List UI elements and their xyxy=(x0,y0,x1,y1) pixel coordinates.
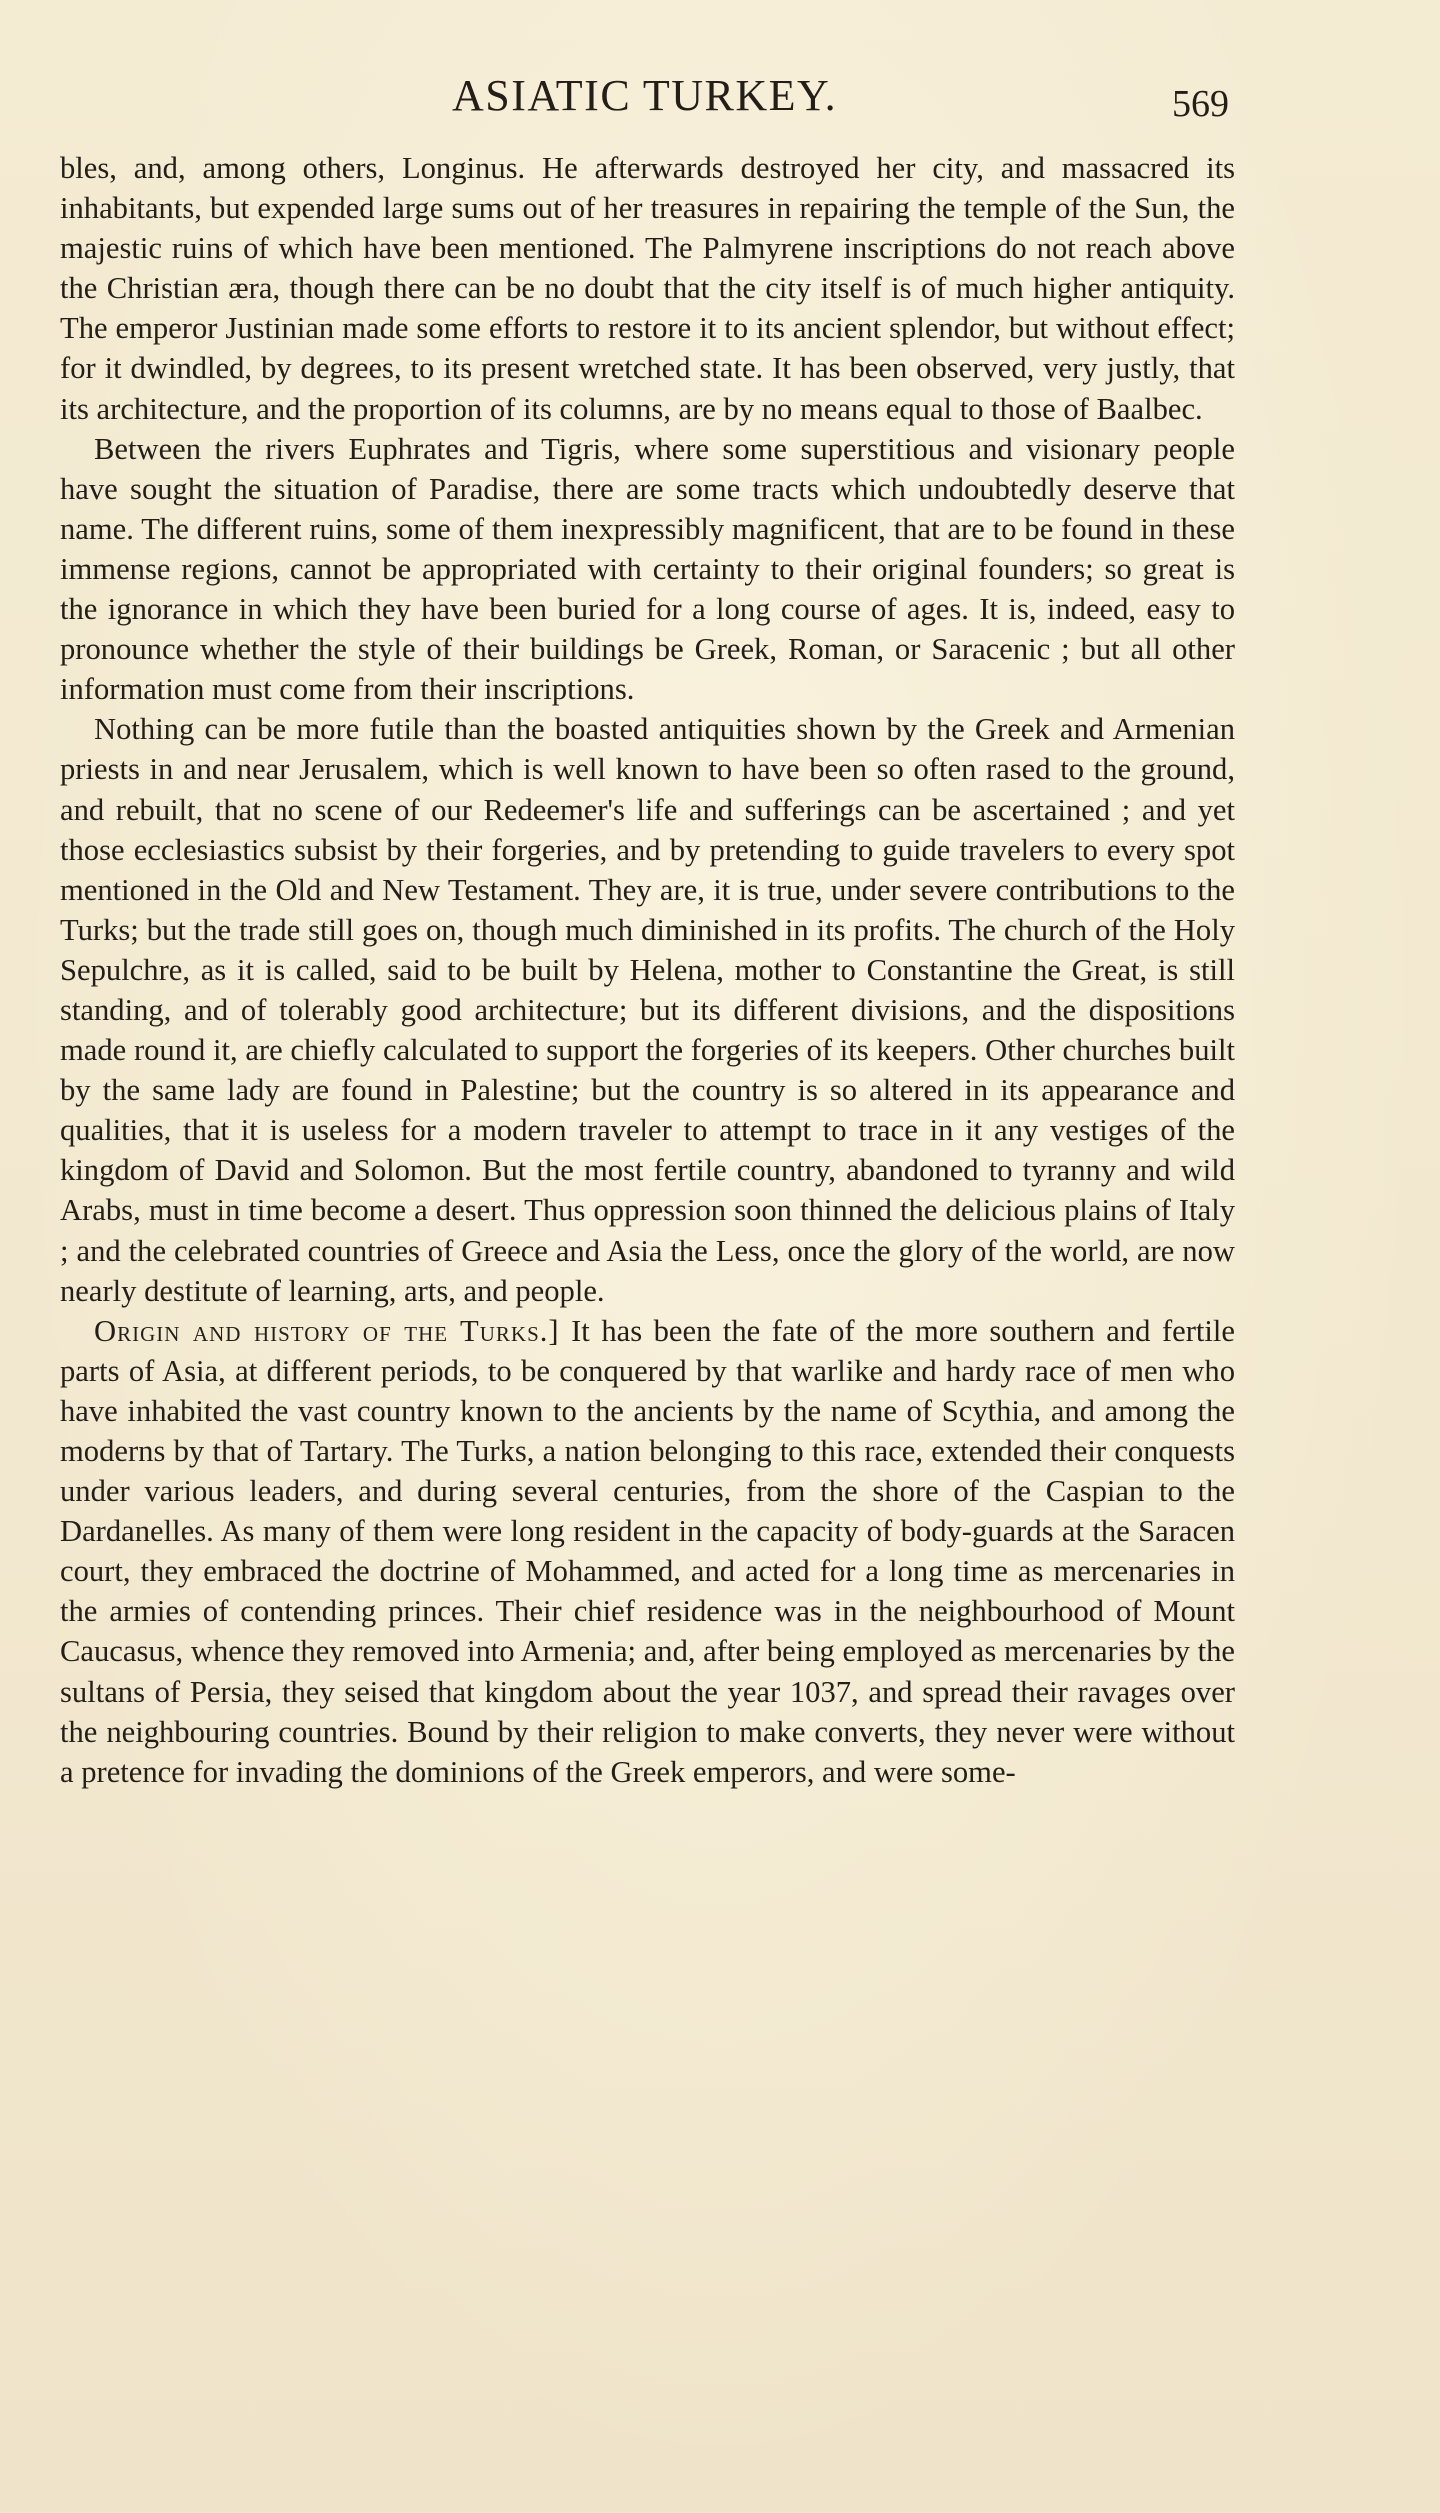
paragraph-text: Nothing can be more futile than the boasted antiquities shown by the Greek and Armenian priests in and near Jerusalem, which is well known to have been so often rased to the ground, and rebuilt, that no scene of our Redeemer's life and sufferings can be ascertained ; and yet those ecclesiastics subsist by their forgeries, and by pretending to guide travelers to every spot mentioned in the Old and New Testament. They are, it is true, under severe contributions to the Turks; but the trade still goes on, though much diminished in its profits. The church of the Holy Sepulchre, as it is called, said to be built by Helena, mother to Constantine the Great, is still standing, and of tolerably good architecture; but its different divisions, and the dispositions made round it, are chiefly calculated to support the forgeries of its keepers. Other churches built by the same lady are found in Palestine; but the country is so altered in its appearance and qualities, that it is useless for a modern traveler to attempt to trace in it any vestiges of the kingdom of David and Solomon. But the most fertile country, abandoned to tyranny and wild Arabs, must in time become a desert. Thus oppression soon thinned the delicious plains of Italy ; and the celebrated countries of Greece and Asia the Less, once the glory of the world, are now nearly destitute of learning, arts, and people. xyxy=(60,712,1235,1308)
body-text xyxy=(60,148,1235,1792)
paragraph-text: Between the rivers Euphrates and Tigris, where some superstitious and visionary people have sought the situation of Paradise, there are some tracts which undoubtedly deserve that name. The different ruins, some of them inexpressibly magnificent, that are to be found in these immense regions, cannot be appropriated with certainty to their original founders; so great is the ignorance in which they have been buried for a long course of ages. It is, indeed, easy to pronounce whether the style of their buildings be Greek, Roman, or Saracenic ; but all other information must come from their inscriptions. xyxy=(60,431,1235,707)
paragraph-palmyra xyxy=(60,148,1235,429)
page-number: 569 xyxy=(1172,83,1229,125)
running-title: ASIATIC TURKEY. xyxy=(452,71,838,120)
section-heading: Origin and history of the Turks.] xyxy=(94,1313,560,1348)
page-header xyxy=(0,62,1440,142)
paragraph-text: bles, and, among others, Longinus. He afterwards destroyed her city, and massacred its inhabitants, but expended large sums out of her treasures in repairing the temple of the Sun, the majestic ruins of which have been mentioned. The Palmyrene inscriptions do not reach above the Christian æra, though there can be no doubt that the city itself is of much higher antiquity. The emperor Justinian made some efforts to restore it to its ancient splendor, but without effect; for it dwindled, by degrees, to its present wretched state. It has been observed, very justly, that its architecture, and the proportion of its columns, are by no means equal to those of Baalbec. xyxy=(60,151,1235,426)
paragraph-mesopotamia xyxy=(60,429,1235,710)
paragraph-origin-of-turks xyxy=(60,1311,1235,1792)
paragraph-jerusalem xyxy=(60,709,1235,1310)
paragraph-text: It has been the fate of the more southern and fertile parts of Asia, at different periods, to be conquered by that warlike and hardy race of men who have inhabited the vast country known to the ancients by the name of Scythia, and among the moderns by that of Tartary. The Turks, a nation belonging to this race, extended their conquests under various leaders, and during several centuries, from the shore of the Caspian to the Dardanelles. As many of them were long resident in the capacity of body-guards at the Saracen court, they embraced the doctrine of Mohammed, and acted for a long time as mercenaries in the armies of contending princes. Their chief residence was in the neighbourhood of Mount Caucasus, whence they removed into Armenia; and, after being employed as mercenaries by the sultans of Persia, they seised that kingdom about the year 1037, and spread their ravages over the neighbouring countries. Bound by their religion to make converts, they never were without a pretence for invading the dominions of the Greek emperors, and were some- xyxy=(60,1313,1235,1789)
